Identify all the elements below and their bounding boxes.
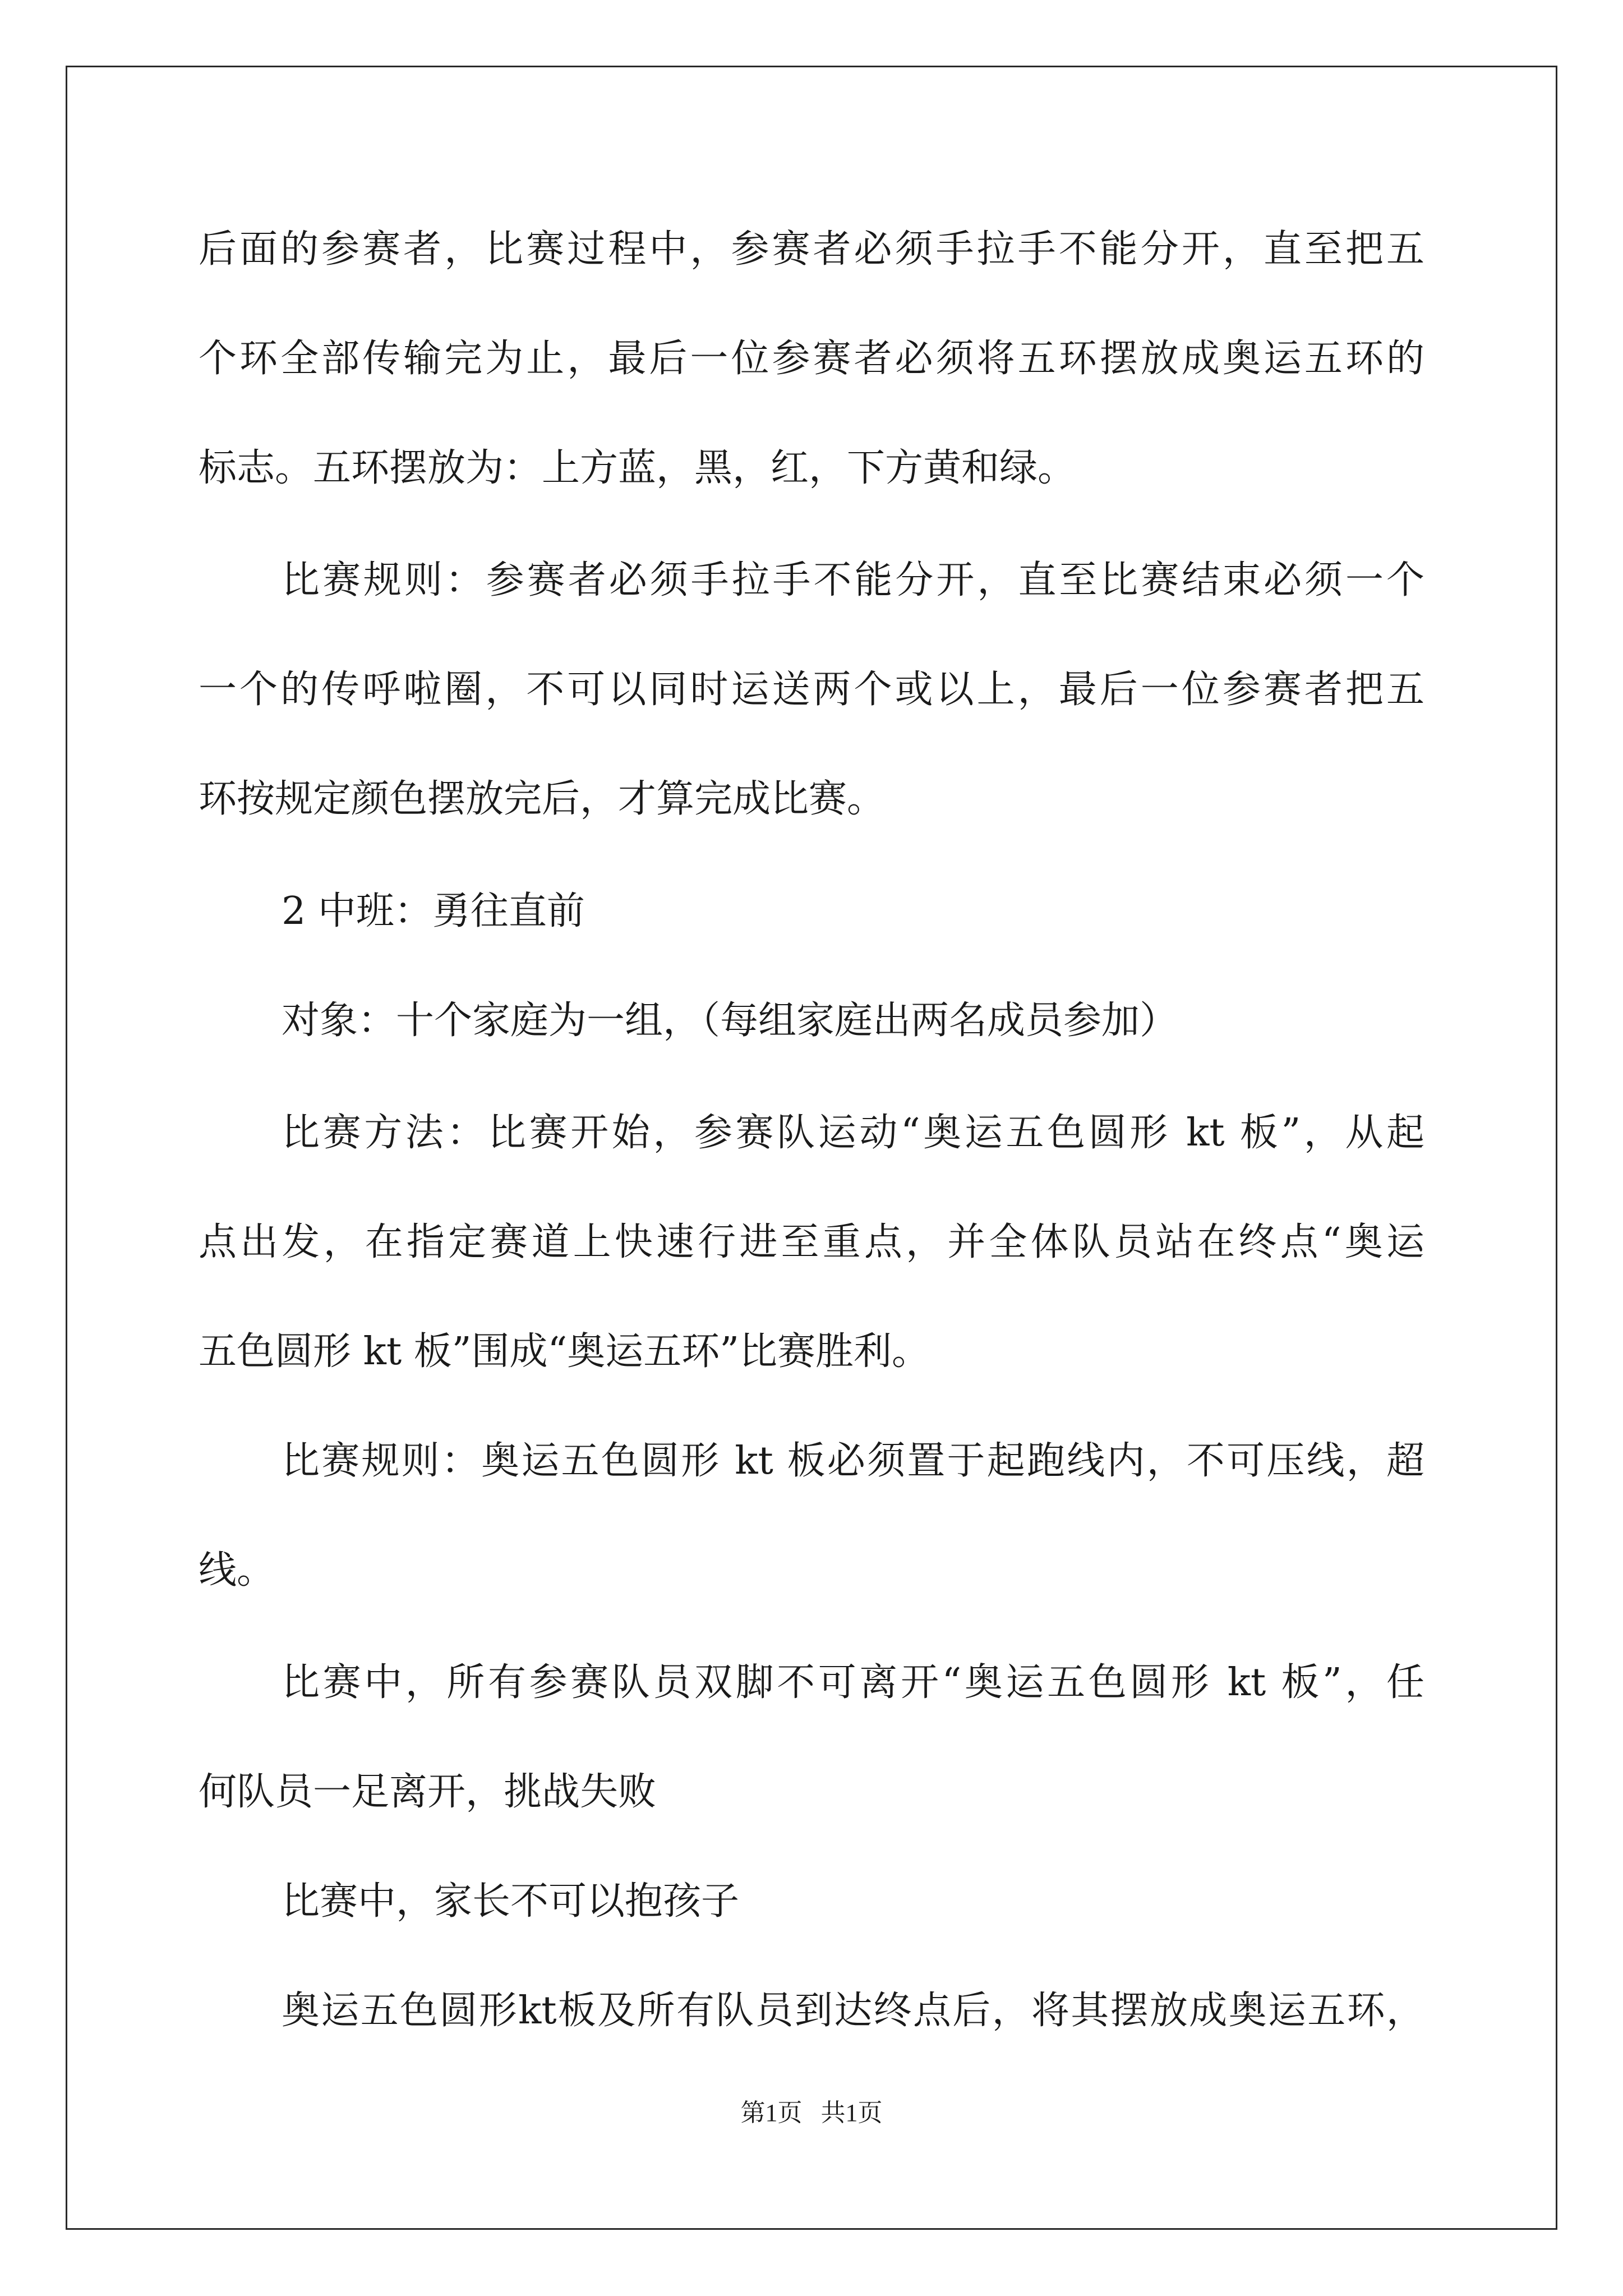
body-line: 线。 (199, 1548, 275, 1593)
body-line: 环按规定颜色摆放完后，才算完成比赛。 (199, 777, 886, 821)
body-line: 比赛方法：比赛开始，参赛队运动“奥运五色圆形 kt 板”，从起 (282, 1111, 1424, 1155)
body-line: 后面的参赛者，比赛过程中，参赛者必须手拉手不能分开，直至把五 (199, 227, 1424, 272)
body-line: 一个的传呼啦圈，不可以同时运送两个或以上，最后一位参赛者把五 (199, 668, 1424, 712)
body-line: 个环全部传输完为止，最后一位参赛者必须将五环摆放成奥运五环的 (199, 337, 1424, 381)
page-number-footer: 第1页 共1页 (740, 2099, 883, 2127)
body-line: 比赛中，家长不可以抱孩子 (282, 1879, 740, 1924)
body-line: 对象：十个家庭为一组，（每组家庭出两名成员参加） (282, 999, 1178, 1043)
body-line: 比赛中，所有参赛队员双脚不可离开“奥运五色圆形 kt 板”，任 (282, 1660, 1424, 1705)
body-line: 何队员一足离开，挑战失败 (199, 1770, 657, 1814)
body-line: 点出发，在指定赛道上快速行进至重点，并全体队员站在终点“奥运 (199, 1220, 1424, 1264)
body-line: 五色圆形 kt 板”围成“奥运五环”比赛胜利。 (199, 1329, 930, 1374)
body-line: 比赛规则：奥运五色圆形 kt 板必须置于起跑线内，不可压线，超 (282, 1439, 1424, 1483)
body-line: 标志。五环摆放为：上方蓝，黑，红，下方黄和绿。 (199, 446, 1076, 490)
body-line: 比赛规则：参赛者必须手拉手不能分开，直至比赛结束必须一个 (282, 558, 1424, 602)
body-line: 奥运五色圆形kt板及所有队员到达终点后，将其摆放成奥运五环， (282, 1989, 1424, 2033)
section-heading: 2 中班：勇往直前 (282, 889, 585, 933)
